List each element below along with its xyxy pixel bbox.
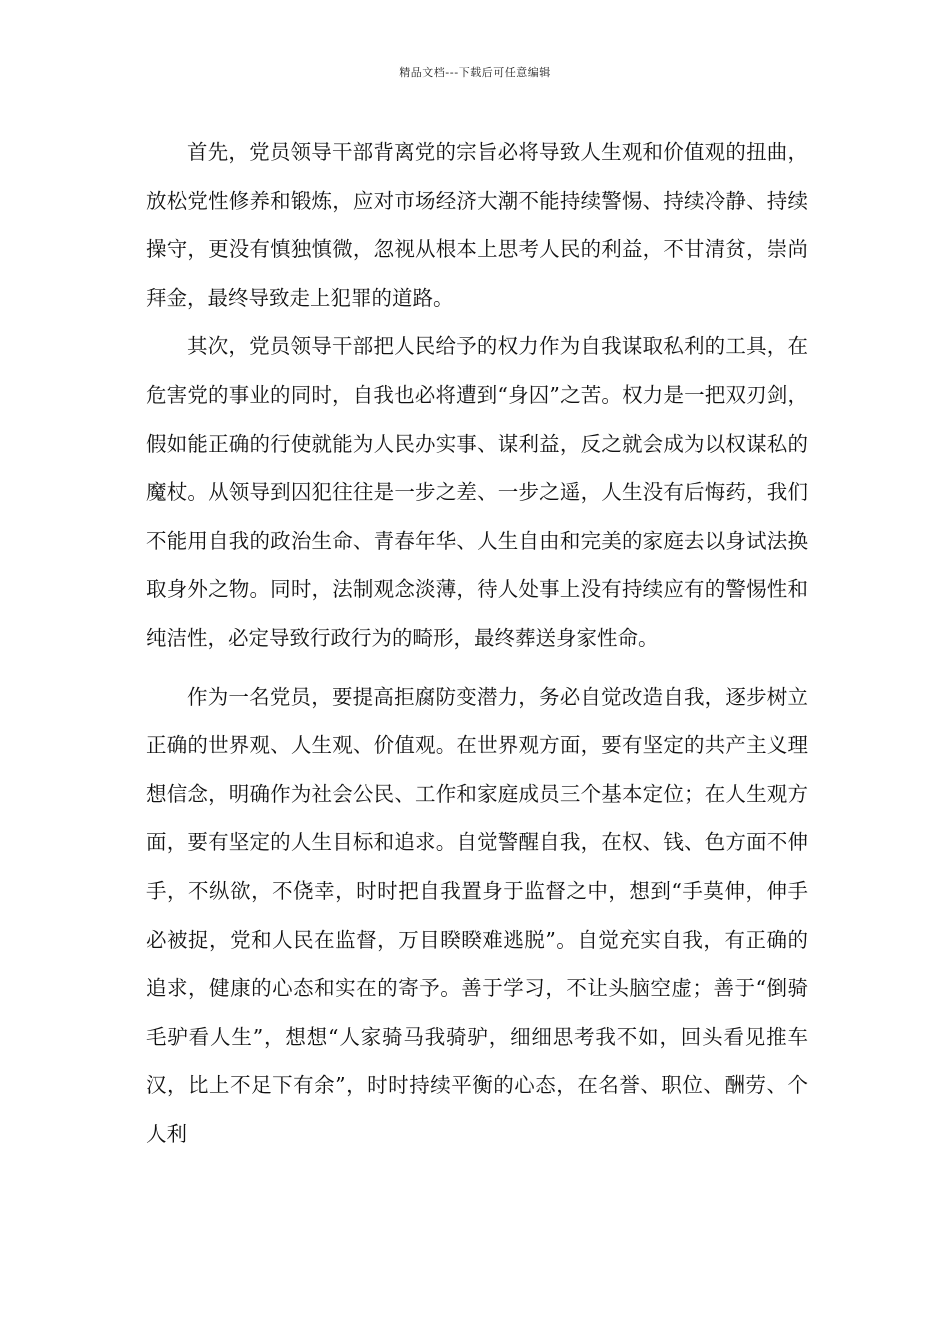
- document-body: [146, 128, 808, 1158]
- page-header: 精品文档---下载后可任意编辑: [399, 66, 551, 79]
- paragraph-1: 首先，党员领导干部背离党的宗旨必将导致人生观和价值观的扭曲，放松党性修养和锻炼，应对市场经济大潮不能持续警惕、持续冷静、持续操守，更没有慎独慎微，忽视从根本上思考人民的利益，不甘清贫，崇尚拜金，最终导致走上犯罪的道路。: [146, 140, 808, 310]
- paragraph-3: 作为一名党员，要提高拒腐防变潜力，务必自觉改造自我，逐步树立正确的世界观、人生观、价值观。在世界观方面，要有坚定的共产主义理想信念，明确作为社会公民、工作和家庭成员三个基本定位；在人生观方面，要有坚定的人生目标和追求。自觉警醒自我，在权、钱、色方面不伸手，不纵欲，不侥幸，时时把自我置身于监督之中，想到“手莫伸，伸手必被捉，党和人民在监督，万目睽睽难逃脱”。自觉充实自我，有正确的追求，健康的心态和实在的寄予。善于学习，不让头脑空虚；善于“倒骑毛驴看人生”，想想“人家骑马我骑驴，细细思考我不如，回头看见推车汉，比上不足下有余”，时时持续平衡的心态，在名誉、职位、酬劳、个人利: [146, 684, 808, 1146]
- paragraph-2: 其次，党员领导干部把人民给予的权力作为自我谋取私利的工具，在危害党的事业的同时，自我也必将遭到“身囚”之苦。权力是一把双刃剑，假如能正确的行使就能为人民办实事、谋利益，反之就会成为以权谋私的魔杖。从领导到囚犯往往是一步之差、一步之遥，人生没有后悔药，我们不能用自我的政治生命、青春年华、人生自由和完美的家庭去以身试法换取身外之物。同时，法制观念淡薄，待人处事上没有持续应有的警惕性和纯洁性，必定导致行政行为的畸形，最终葬送身家性命。: [146, 334, 808, 650]
